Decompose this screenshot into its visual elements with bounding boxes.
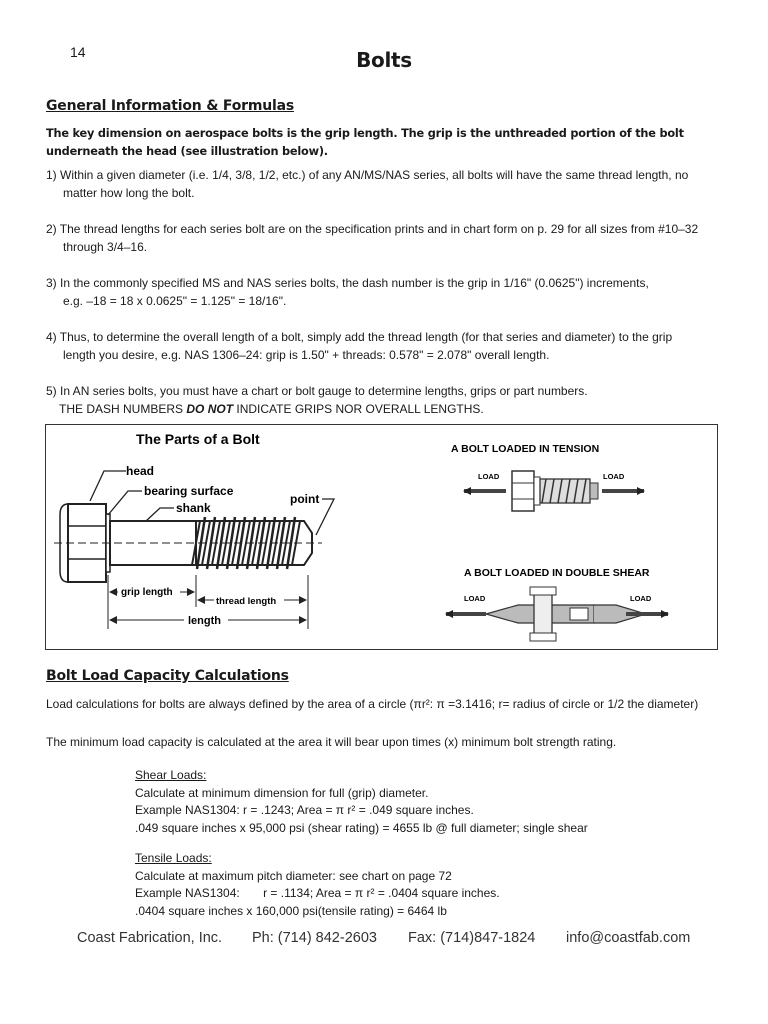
list-item-1: [46, 167, 726, 202]
tension-load-left: LOAD: [478, 472, 500, 481]
list-item-5-cont: [46, 401, 726, 419]
list-item-2-text: 2) The thread lengths for each series bolt are on the specification prints and in chart form on p. 29 for all sizes from #10–32: [46, 222, 699, 236]
list-item-3-cont: e.g. –18 = 18 x 0.0625" = 1.125" = 18/16".: [63, 293, 287, 308]
label-grip: grip length: [121, 587, 173, 598]
shear-line-3: .049 square inches x 95,000 psi (shear rating) = 4655 lb @ full diameter; single shear: [135, 820, 588, 835]
label-shank: shank: [176, 501, 211, 515]
capacity-heading: Bolt Load Capacity Calculations: [46, 668, 289, 684]
page-number: 14: [70, 44, 86, 60]
bearing-leader: [108, 491, 142, 515]
label-length: length: [188, 615, 221, 627]
tensile-line-1: Calculate at maximum pitch diameter: see chart on page 72: [135, 868, 452, 883]
intro-paragraph: The key dimension on aerospace bolts is the grip length. The grip is the unthreaded portion of the bolt underneath the head (see illustration below).: [46, 127, 684, 158]
bolt-figure: [45, 424, 718, 650]
list-item-3-text: 3) In the commonly specified MS and NAS series bolts, the dash number is the grip in 1/16" (0.0625") increments,: [46, 276, 649, 290]
list-item-2: [46, 221, 726, 256]
footer-company: Coast Fabrication, Inc.: [77, 930, 223, 946]
parts-title: The Parts of a Bolt: [136, 431, 260, 447]
shank-leader: [146, 508, 174, 521]
shear-load-left: LOAD: [464, 594, 486, 603]
general-heading: General Information & Formulas: [46, 98, 294, 114]
list-item-1-cont: matter how long the bolt.: [63, 185, 195, 200]
label-thread: thread length: [216, 596, 277, 607]
list-item-3: [46, 275, 726, 310]
list-item-2-cont: through 3/4–16.: [63, 239, 148, 254]
tensile-line-3: .0404 square inches x 160,000 psi(tensile rating) = 6464 lb: [135, 903, 447, 918]
shear-loads-title: Shear Loads:: [135, 768, 207, 782]
tensile-line-2: Example NAS1304: r = .1134; Area = π r² = .0404 square inches.: [135, 886, 500, 900]
bolt-illustration: [46, 425, 717, 649]
list-item-4: [46, 329, 726, 364]
footer-fax: Fax: (714)847-1824: [408, 930, 536, 946]
list-item-4-text: 4) Thus, to determine the overall length of a bolt, simply add the thread length (for that series and diameter) to the grip: [46, 330, 673, 344]
shear-diagram: [486, 587, 646, 641]
tensile-loads-title: Tensile Loads:: [135, 851, 212, 865]
tensile-loads-block: [135, 850, 735, 920]
shear-load-right: LOAD: [630, 594, 652, 603]
shear-title: A BOLT LOADED IN DOUBLE SHEAR: [464, 567, 650, 579]
head-leader: [90, 471, 126, 501]
shear-line-1: Calculate at minimum dimension for full (grip) diameter.: [135, 785, 429, 800]
list-item-4-cont: length you desire, e.g. NAS 1306–24: grip is 1.50" + threads: 0.578" = 2.078" overall length.: [63, 347, 550, 362]
dash-note-emphasis: DO NOT: [186, 401, 234, 416]
tension-title: A BOLT LOADED IN TENSION: [451, 443, 600, 455]
page-title: Bolts: [356, 48, 412, 72]
dash-note-pre: THE DASH NUMBERS: [59, 401, 187, 416]
tension-load-right: LOAD: [603, 472, 625, 481]
capacity-paragraph-1: Load calculations for bolts are always defined by the area of a circle (πr²: π =3.1416; r= radius of circle or 1/2 the diameter): [46, 697, 699, 711]
dash-note-post: INDICATE GRIPS NOR OVERALL LENGTHS.: [233, 401, 484, 416]
list-item-5: [46, 383, 726, 418]
capacity-paragraph-2: The minimum load capacity is calculated at the area it will bear upon times (x) minimum bolt strength rating.: [46, 735, 617, 749]
list-item-1-text: 1) Within a given diameter (i.e. 1/4, 3/8, 1/2, etc.) of any AN/MS/NAS series, all bolts will have the same thread length, no: [46, 168, 689, 182]
label-point: point: [290, 492, 320, 506]
footer-email: info@coastfab.com: [566, 930, 691, 946]
footer-phone: Ph: (714) 842-2603: [252, 930, 377, 946]
label-bearing: bearing surface: [144, 484, 234, 498]
shear-loads-block: [135, 767, 735, 837]
list-item-5-text: 5) In AN series bolts, you must have a chart or bolt gauge to determine lengths, grips or part numbers.: [46, 384, 588, 398]
shear-line-2: Example NAS1304: r = .1243; Area = π r² = .049 square inches.: [135, 803, 474, 817]
tension-diagram: [512, 471, 598, 511]
label-head: head: [126, 464, 155, 478]
